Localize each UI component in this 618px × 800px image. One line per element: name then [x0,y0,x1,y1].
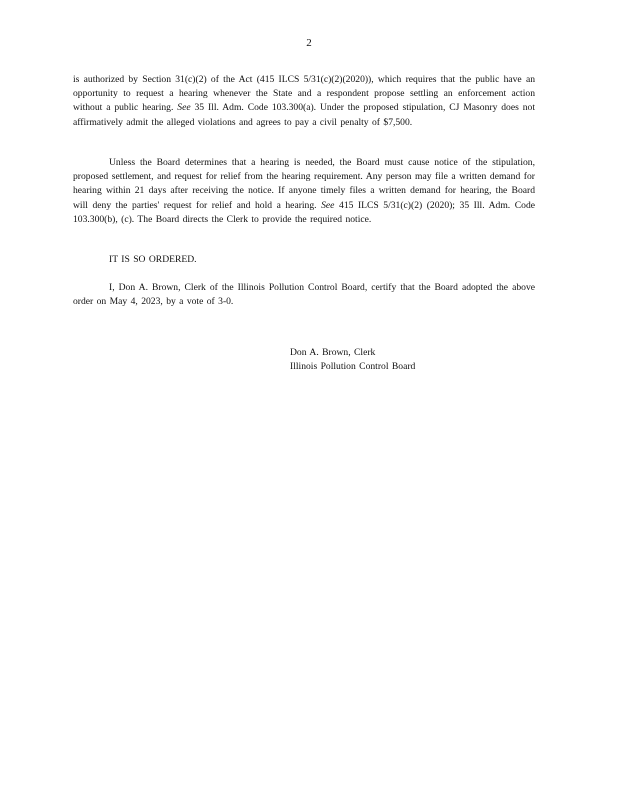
page-number: 2 [306,37,312,49]
see-citation-signal: See [177,102,191,114]
order-paragraph-authority [73,73,535,130]
signature-name: Don A. Brown, Clerk [290,347,376,358]
signature-organization: Illinois Pollution Control Board [290,361,416,373]
clerk-certification: I, Don A. Brown, Clerk of the Illinois Pollution Control Board, certify that the Board adopted the above order on May 4, 2023, by a vote of 3-0. [73,282,535,308]
order-paragraph-notice [73,156,535,227]
paragraph-text: is authorized by Section 31(c)(2) of the Act (415 ILCS 5/31(c)(2)(2020)), which requires that the public have an opportunity to request a hearing whenever the State and a respondent propose settling an enforcement action without a public hearing. [73,74,535,114]
so-ordered-line: IT IS SO ORDERED. [109,254,197,265]
signature-block [290,346,415,374]
see-citation-signal: See [321,199,335,211]
paragraph-text: 35 Ill. Adm. Code 103.300(a). Under the proposed stipulation, CJ Masonry does not affirmatively admit the alleged violations and agrees to pay a civil penalty of $7,500. [73,102,535,128]
paragraph-text: 415 ILCS 5/31(c)(2) (2020); 35 Ill. Adm. Code 103.300(b), (c). The Board directs the Clerk to provide the required notice. [73,199,536,225]
paragraph-text: Unless the Board determines that a hearing is needed, the Board must cause notice of the stipulation, proposed settlement, and request for relief from the hearing requirement. Any person may file a written demand for hearing within 21 days after receiving the notice. If anyone timely files a written demand for hearing, the Board will deny the parties' request for relief and hold a hearing. [73,157,535,211]
